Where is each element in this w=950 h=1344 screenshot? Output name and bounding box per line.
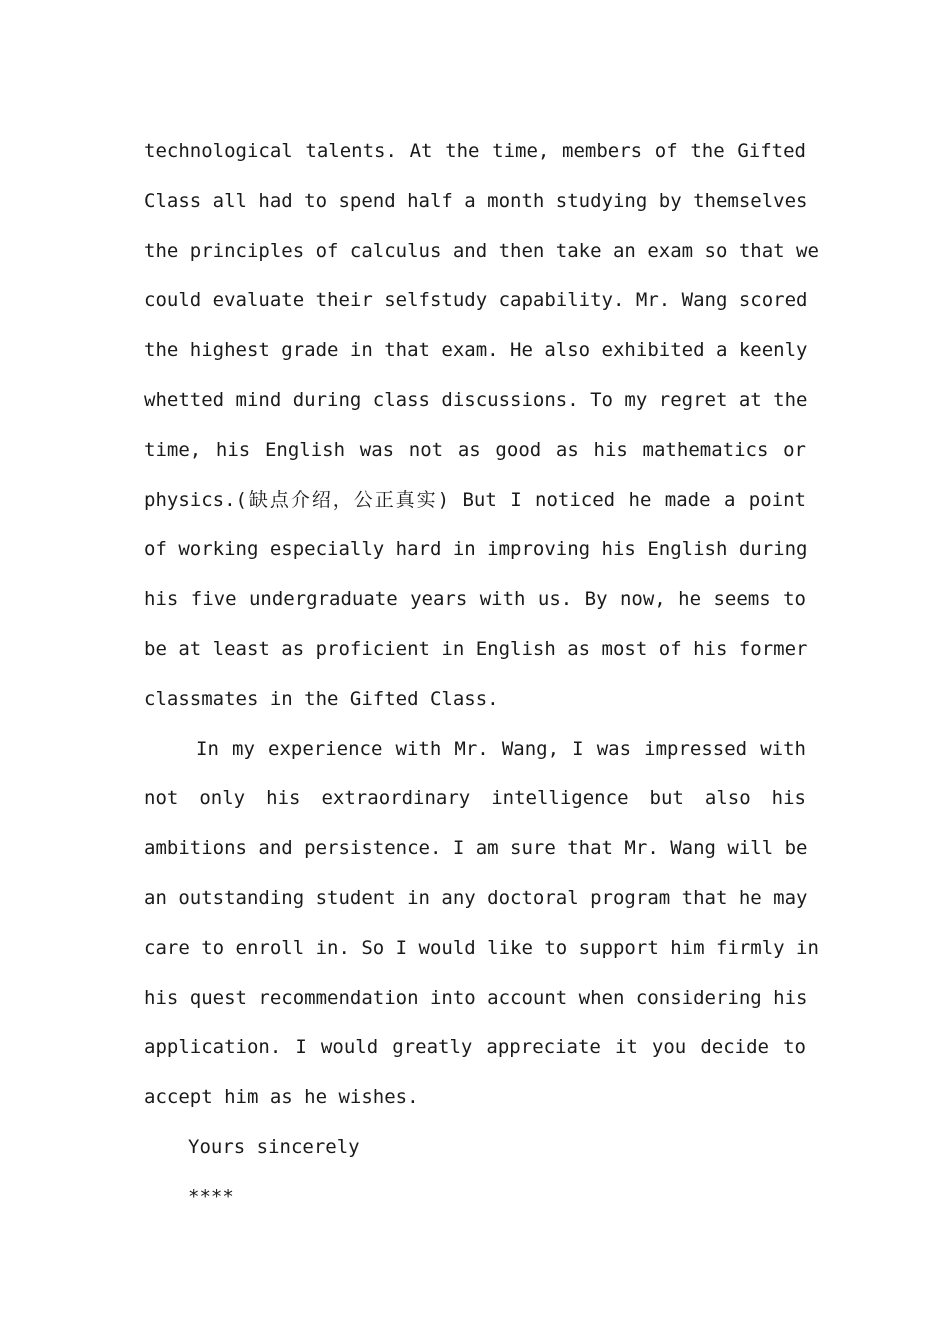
paragraph-line: accept him as he wishes. xyxy=(144,1086,419,1108)
paragraph-line: time, his English was not as good as his mathematics or xyxy=(144,439,806,461)
paragraph-line: physics.(缺点介绍，公正真实) But I noticed he made a point xyxy=(144,489,806,511)
paragraph-line: the principles of calculus and then take an exam so that we xyxy=(144,240,819,262)
closing-phrase: Yours sincerely xyxy=(188,1136,360,1158)
paragraph-first-line: In my experience with Mr. Wang, I was impressed with xyxy=(196,738,806,760)
paragraph-line: of working especially hard in improving his English during xyxy=(144,538,808,560)
paragraph-line: not only his extraordinary intelligence but also his xyxy=(144,787,806,809)
paragraph-line: could evaluate their selfstudy capability. Mr. Wang scored xyxy=(144,289,808,311)
paragraph-line: an outstanding student in any doctoral program that he may xyxy=(144,887,808,909)
paragraph-line: ambitions and persistence. I am sure that Mr. Wang will be xyxy=(144,837,808,859)
signature: **** xyxy=(188,1186,234,1208)
paragraph-line: whetted mind during class discussions. To my regret at the xyxy=(144,389,808,411)
paragraph-line: technological talents. At the time, members of the Gifted xyxy=(144,140,806,162)
paragraph-line: application. I would greatly appreciate it you decide to xyxy=(144,1036,806,1058)
paragraph-line: the highest grade in that exam. He also exhibited a keenly xyxy=(144,339,808,361)
paragraph-line: care to enroll in. So I would like to support him firmly in xyxy=(144,937,819,959)
paragraph-line: his five undergraduate years with us. By now, he seems to xyxy=(144,588,806,610)
paragraph-line: be at least as proficient in English as most of his former xyxy=(144,638,808,660)
paragraph-line: his quest recommendation into account when considering his xyxy=(144,987,808,1009)
paragraph-line: classmates in the Gifted Class. xyxy=(144,688,499,710)
paragraph-line: Class all had to spend half a month studying by themselves xyxy=(144,190,808,212)
